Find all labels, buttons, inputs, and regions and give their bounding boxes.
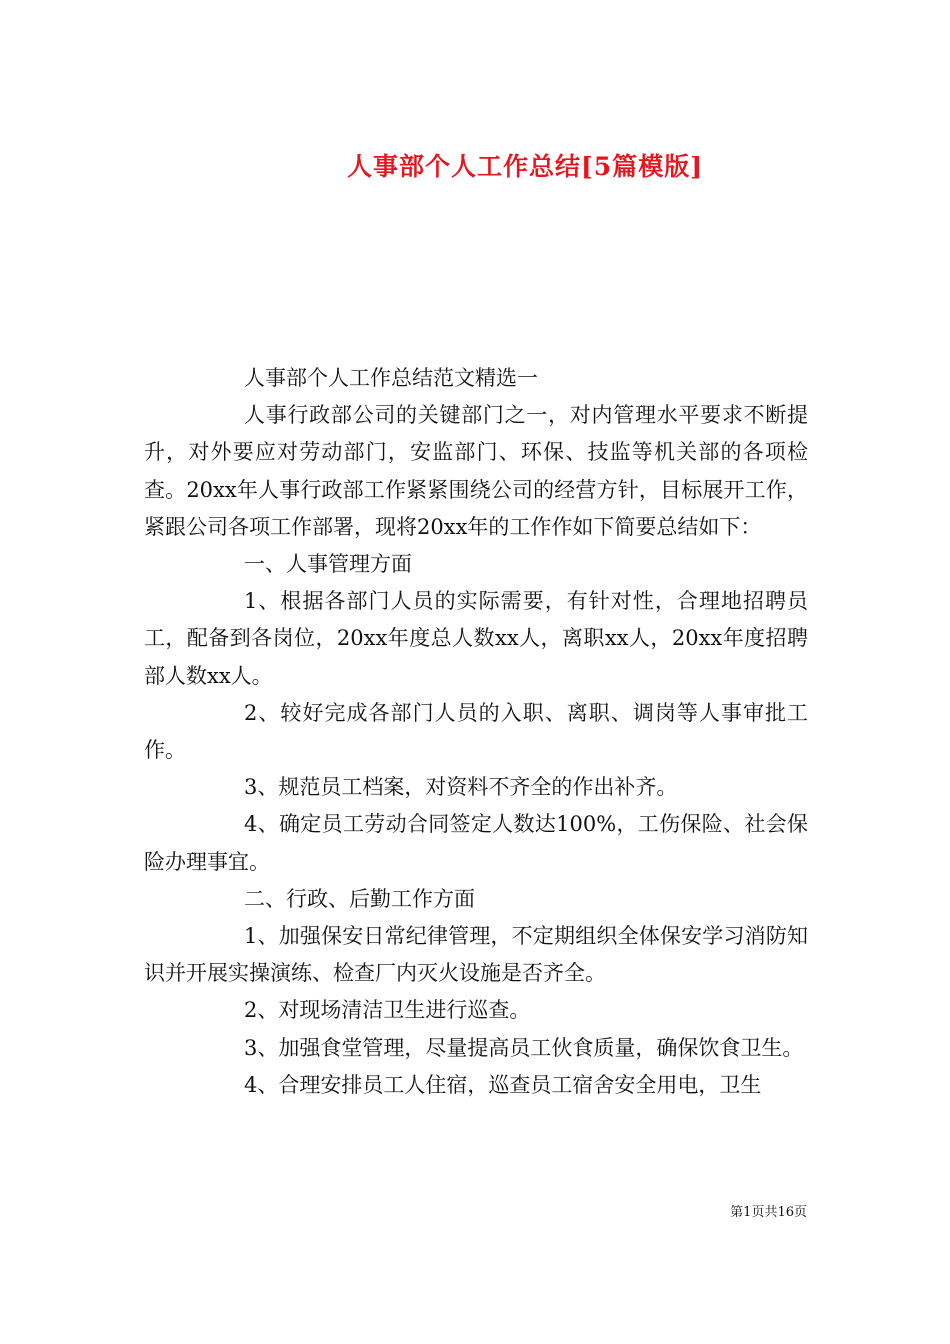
paragraph: 2、较好完成各部门人员的入职、离职、调岗等人事审批工作。 (144, 700, 808, 763)
section-heading: 二、行政、后勤工作方面 (244, 886, 475, 911)
paragraph: 2、对现场清洁卫生进行巡查。 (244, 998, 531, 1023)
section-heading: 人事部个人工作总结范文精选一 (244, 366, 538, 390)
paragraph: 4、合理安排员工人住宿，巡查员工宿舍安全用电，卫生 (244, 1072, 762, 1097)
paragraph: 3、加强食堂管理，尽量提高员工伙食质量，确保饮食卫生。 (244, 1035, 804, 1060)
page-title: 人事部个人工作总结[5篇模版] (346, 151, 704, 181)
paragraph: 人事行政部公司的关键部门之一，对内管理水平要求不断提升，对外要应对劳动部门，安监部门、环保、技监等机关部的各项检查。20xx年人事行政部工作紧紧围绕公司的经营方针，目标展开工作，紧跟公司各项工作部署，现将20xx年的工作作如下简要总结如下： (144, 403, 808, 539)
paragraph: 4、确定员工劳动合同签定人数达100%，工伤保险、社会保险办理事宜。 (144, 812, 808, 874)
paragraph: 1、加强保安日常纪律管理，不定期组织全体保安学习消防知识并开展实操演练、检查厂内灭火设施是否齐全。 (144, 924, 808, 986)
paragraph: 1、根据各部门人员的实际需要，有针对性，合理地招聘员工，配备到各岗位，20xx年度总人数xx人，离职xx人，20xx年度招聘部人数xx人。 (144, 589, 808, 688)
section-heading: 一、人事管理方面 (244, 552, 412, 577)
page-number-footer: 第1页共16页 (730, 1205, 807, 1220)
document-body (144, 360, 808, 1104)
paragraph: 3、规范员工档案，对资料不齐全的作出补齐。 (244, 775, 678, 800)
